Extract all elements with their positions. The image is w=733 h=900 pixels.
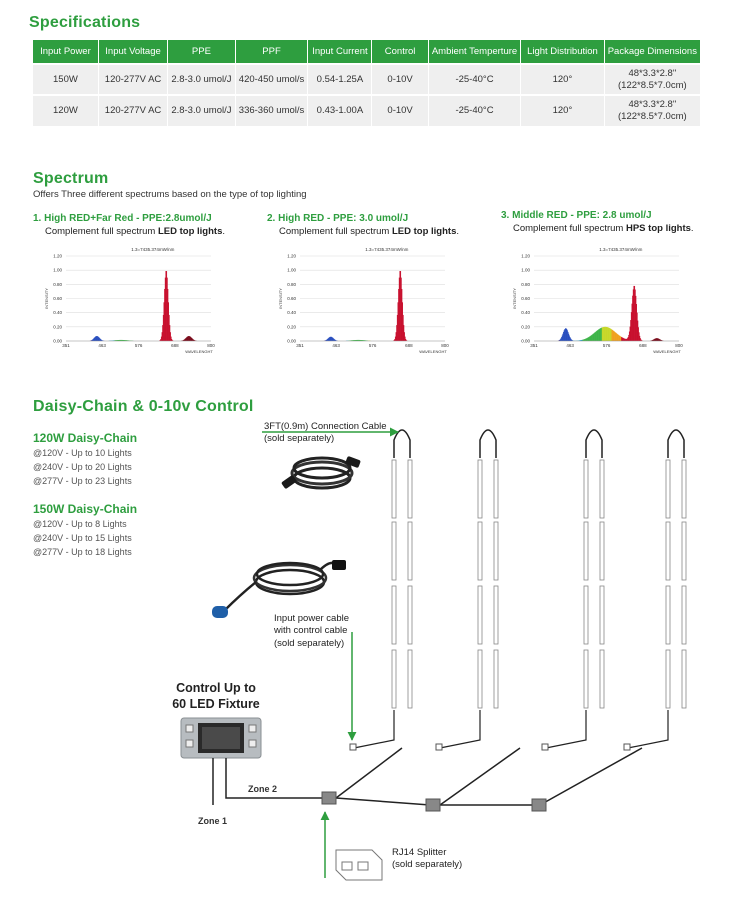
power-cable-label: Input power cable with control cable (sold separately)	[274, 613, 349, 649]
table-cell: 0.43-1.00A	[308, 95, 372, 126]
table-row	[33, 95, 701, 126]
dimension-in: 48*3.3*2.8"	[628, 67, 677, 79]
led-bar	[392, 650, 396, 708]
daisy-line: @277V - Up to 18 Lights	[33, 547, 132, 557]
led-bar	[392, 522, 396, 580]
y-tick-label: 0.80	[521, 281, 530, 287]
table-cell: 420-450 umol/s	[235, 64, 308, 95]
led-bar	[494, 522, 498, 580]
led-bar	[584, 460, 588, 518]
zone-2-label: Zone 2	[248, 784, 278, 794]
y-tick-label: 0.20	[53, 324, 62, 330]
fixture-plug	[350, 744, 356, 750]
x-axis-label: WAVELENGHT	[185, 349, 213, 354]
controller-device	[181, 718, 261, 758]
y-axis-label: INTENSITY	[278, 288, 283, 309]
led-bar	[584, 650, 588, 708]
dimension-cm: (122*8.5*7.0cm)	[618, 111, 687, 122]
led-bar	[600, 460, 604, 518]
led-bar	[478, 460, 482, 518]
col-header: PPF	[235, 40, 308, 64]
col-header: Input Power	[33, 40, 98, 64]
chart-annotation: 1.3=7435.374mW/nm	[365, 247, 409, 252]
fixture-lead	[546, 710, 586, 748]
power-cable-icon	[212, 560, 346, 618]
led-bar	[666, 650, 670, 708]
connection-cable-label: 3FT(0.9m) Connection Cable (sold separately)	[264, 421, 387, 445]
col-header: Ambient Temperture	[428, 40, 520, 64]
led-bar	[408, 586, 412, 644]
y-tick-label: 0.80	[287, 281, 296, 287]
daisy-group-150w-title: 150W Daisy-Chain	[33, 502, 138, 516]
fixture-plug	[436, 744, 442, 750]
x-tick-label: 576	[134, 343, 143, 348]
spectrum-chart-3	[504, 242, 694, 360]
wiring-diagram	[0, 410, 733, 900]
table-cell	[604, 95, 700, 126]
col-header: PPE	[168, 40, 235, 64]
x-tick-label: 463	[332, 343, 340, 348]
table-cell: -25-40°C	[428, 64, 520, 95]
fixture-plug	[542, 744, 548, 750]
led-bar	[600, 650, 604, 708]
y-tick-label: 0.60	[53, 296, 62, 301]
spectrum-curve	[90, 271, 197, 341]
daisy-line: @120V - Up to 8 Lights	[33, 519, 127, 529]
led-bar	[584, 586, 588, 644]
led-bar	[408, 522, 412, 580]
y-axis-label: INTENSITY	[44, 288, 49, 309]
fixture-jumper	[586, 430, 602, 458]
y-tick-label: 0.20	[521, 324, 530, 330]
y-tick-label: 0.00	[53, 338, 62, 344]
fixture-lead	[354, 710, 394, 748]
specifications-title: Specifications	[29, 14, 141, 31]
spectrum-chart-1	[36, 242, 226, 360]
x-tick-label: 463	[566, 343, 574, 348]
table-row	[33, 64, 701, 95]
x-tick-label: 688	[639, 343, 647, 348]
led-bar	[494, 650, 498, 708]
table-cell	[604, 64, 700, 95]
led-bar	[392, 460, 396, 518]
table-cell: 120-277V AC	[98, 64, 167, 95]
y-tick-label: 0.40	[53, 310, 62, 316]
chart-1-title: 1. High RED+Far Red - PPE:2.8umol/J	[33, 213, 212, 224]
spectrum-curve	[324, 271, 408, 341]
daisy-line: @277V - Up to 23 Lights	[33, 476, 132, 486]
table-cell: 0-10V	[372, 95, 428, 126]
controller-title: Control Up to 60 LED Fixture	[172, 681, 260, 711]
specifications-table	[33, 40, 701, 126]
col-header: Input Voltage	[98, 40, 167, 64]
col-header: Input Current	[308, 40, 372, 64]
table-cell: 120-277V AC	[98, 95, 167, 126]
table-cell: 120°	[521, 64, 605, 95]
led-bar	[600, 586, 604, 644]
x-axis-label: WAVELENGHT	[419, 349, 447, 354]
fixture-lead	[440, 710, 480, 748]
col-header: Control	[372, 40, 428, 64]
led-bar	[682, 522, 686, 580]
led-bar	[682, 650, 686, 708]
chart-2-desc: Complement full spectrum LED top lights.	[279, 226, 460, 237]
fixture-jumper	[394, 430, 410, 458]
x-tick-label: 800	[675, 343, 683, 348]
x-axis-label: WAVELENGHT	[653, 349, 681, 354]
led-bar	[600, 522, 604, 580]
chart-3-desc: Complement full spectrum HPS top lights.	[513, 223, 694, 234]
y-tick-label: 0.20	[287, 324, 296, 330]
led-bar	[478, 650, 482, 708]
table-cell: 150W	[33, 64, 98, 95]
led-bar	[478, 586, 482, 644]
x-tick-label: 351	[62, 343, 70, 348]
x-tick-label: 688	[405, 343, 413, 348]
y-tick-label: 0.40	[287, 310, 296, 316]
table-cell: 120W	[33, 95, 98, 126]
x-tick-label: 351	[530, 343, 538, 348]
dimension-in: 48*3.3*2.8"	[628, 99, 677, 111]
chart-annotation: 1.3=7435.374mW/nm	[131, 247, 175, 252]
table-header-row	[33, 40, 701, 64]
dimension-cm: (122*8.5*7.0cm)	[618, 79, 687, 91]
splitter-label: RJ14 Splitter (sold separately)	[392, 847, 463, 871]
led-bar	[494, 460, 498, 518]
led-bar	[682, 460, 686, 518]
y-tick-label: 0.00	[287, 338, 296, 344]
led-bar	[392, 586, 396, 644]
y-tick-label: 1.00	[53, 267, 62, 273]
x-tick-label: 800	[207, 343, 215, 348]
rj14-splitter-icon	[336, 850, 382, 880]
spectrum-title: Spectrum	[33, 170, 109, 187]
table-cell: -25-40°C	[428, 95, 520, 126]
table-cell: 0-10V	[372, 64, 428, 95]
daisy-line: @240V - Up to 15 Lights	[33, 533, 132, 543]
spectrum-subtitle: Offers Three different spectrums based on the type of top lighting	[33, 189, 307, 200]
led-bar	[478, 522, 482, 580]
y-tick-label: 0.60	[521, 296, 530, 301]
table-cell: 120°	[521, 95, 605, 126]
table-cell: 2.8-3.0 umol/J	[168, 64, 235, 95]
y-tick-label: 1.00	[287, 267, 296, 273]
y-tick-label: 1.20	[287, 253, 296, 259]
spectrum-chart-2	[270, 242, 460, 360]
daisy-line: @120V - Up to 10 Lights	[33, 448, 132, 458]
x-tick-label: 463	[98, 343, 106, 348]
led-bar	[666, 522, 670, 580]
chart-annotation: 1.3=7435.374mW/nm	[599, 247, 643, 252]
led-bar	[682, 586, 686, 644]
light-fixtures	[350, 430, 686, 750]
x-tick-label: 576	[368, 343, 377, 348]
x-tick-label: 800	[441, 343, 449, 348]
chart-2-title: 2. High RED - PPE: 3.0 umol/J	[267, 213, 409, 224]
y-tick-label: 0.80	[53, 281, 62, 287]
x-tick-label: 576	[602, 343, 611, 348]
led-bar	[494, 586, 498, 644]
led-bar	[408, 460, 412, 518]
y-tick-label: 0.40	[521, 310, 530, 316]
x-tick-label: 688	[171, 343, 179, 348]
y-tick-label: 1.00	[521, 267, 530, 273]
led-bar	[666, 586, 670, 644]
chart-1-desc: Complement full spectrum LED top lights.	[45, 226, 226, 237]
spectrum-curve	[558, 286, 664, 341]
chart-3-title: 3. Middle RED - PPE: 2.8 umol/J	[501, 210, 652, 221]
col-header: Package Dimensions	[604, 40, 700, 64]
connection-cable-icon	[281, 456, 361, 489]
daisy-group-120w-title: 120W Daisy-Chain	[33, 431, 138, 445]
x-tick-label: 351	[296, 343, 304, 348]
table-cell: 0.54-1.25A	[308, 64, 372, 95]
col-header: Light Distribution	[521, 40, 605, 64]
y-tick-label: 1.20	[53, 253, 62, 259]
y-tick-label: 1.20	[521, 253, 530, 259]
daisy-line: @240V - Up to 20 Lights	[33, 462, 132, 472]
y-tick-label: 0.60	[287, 296, 296, 301]
table-cell: 336-360 umol/s	[235, 95, 308, 126]
y-axis-label: INTENSITY	[512, 288, 517, 309]
led-bar	[584, 522, 588, 580]
table-cell: 2.8-3.0 umol/J	[168, 95, 235, 126]
zone-1-label: Zone 1	[198, 816, 228, 826]
led-bar	[408, 650, 412, 708]
fixture-jumper	[480, 430, 496, 458]
fixture-plug	[624, 744, 630, 750]
y-tick-label: 0.00	[521, 338, 530, 344]
daisy-chain-title: Daisy-Chain & 0-10v Control	[33, 398, 254, 415]
fixture-jumper	[668, 430, 684, 458]
fixture-lead	[628, 710, 668, 748]
led-bar	[666, 460, 670, 518]
